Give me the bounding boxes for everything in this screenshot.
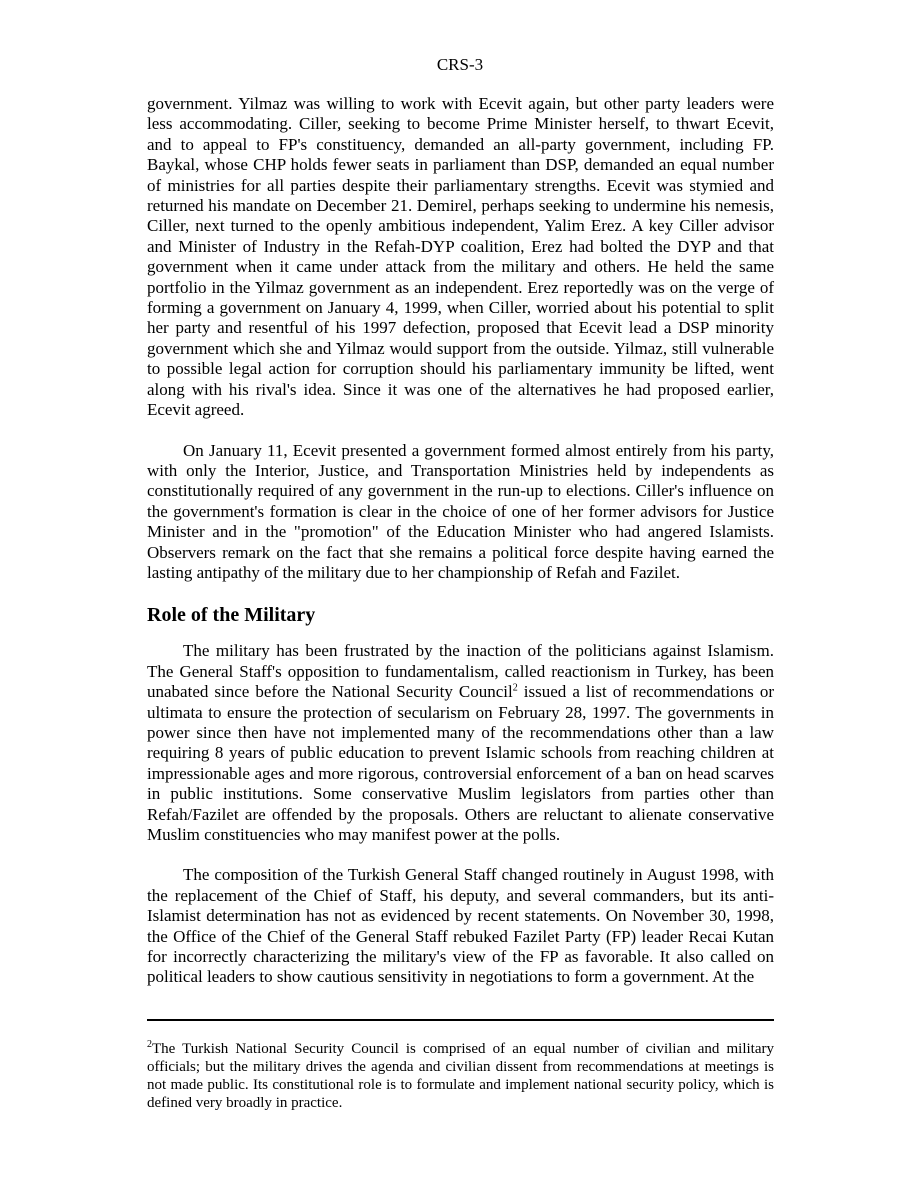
footnote-divider — [147, 1019, 774, 1021]
footnote-reference-marker: 2 — [512, 682, 518, 694]
paragraph-military-frustration — [147, 641, 774, 845]
section-heading-role-of-military: Role of the Military — [147, 604, 316, 627]
page-number-label: CRS-3 — [436, 55, 484, 74]
paragraph-text-part-1: The military has been frustrated by the inaction of the politicians against Islamism. The General Staff's opposition to fundamentalism, called reactionism in Turkey, has been unabated since before the National Security Council — [147, 641, 774, 702]
footnote-text — [147, 1040, 774, 1112]
paragraph-continuation: government. Yilmaz was willing to work with Ecevit again, but other party leaders were less accommodating. Ciller, seeking to become Prime Minister herself, to thwart Ecevit, and to appeal to FP's constituency, demanded an all-party government, including FP. Baykal, whose CHP holds fewer seats in parliament than DSP, demanded an equal number of ministries for all parties despite their parliamentary strengths. Ecevit was stymied and returned his mandate on December 21. Demirel, perhaps seeking to undermine his nemesis, Ciller, next turned to the openly ambitious independent, Yalim Erez. A key Ciller advisor and Minister of Industry in the Refah-DYP coalition, Erez had bolted the DYP and that government when it came under attack from the military and others. He held the same portfolio in the Yilmaz government as an independent. Erez reportedly was on the verge of forming a government on January 4, 1999, when Ciller, worried about his potential to split her party and resentful of his 1997 defection, proposed that Ecevit lead a DSP minority government which she and Yilmaz would support from the outside. Yilmaz, still vulnerable to possible legal action for corruption should his parliamentary immunity be lifted, went along with his rival's idea. Since it was one of the alternatives he had proposed earlier, Ecevit agreed. — [147, 94, 774, 420]
body-text — [147, 94, 774, 988]
page-header — [0, 54, 920, 76]
paragraph-general-staff-composition: The composition of the Turkish General Staff changed routinely in August 1998, with the replacement of the Chief of Staff, his deputy, and several commanders, but its anti-Islamist determination has not as evidenced by recent statements. On November 30, 1998, the Office of the Chief of the General Staff rebuked Fazilet Party (FP) leader Recai Kutan for incorrectly characterizing the military's view of the FP as favorable. It also called on political leaders to show cautious sensitivity in negotiations to form a government. At the — [147, 865, 774, 987]
footnote — [147, 1040, 774, 1112]
paragraph-text-part-2: issued a list of recommendations or ultimata to ensure the protection of secularism on February 28, 1997. The governments in power since then have not implemented many of the recommendations other than a law requiring 8 years of public education to prevent Islamic schools from reaching children at impressionable ages and more rigorous, controversial enforcement of a ban on head scarves in public institutions. Some conservative Muslim legislators from parties other than Refah/Fazilet are offended by the proposals. Others are reluctant to alienate conservative Muslim constituencies who may manifest power at the polls. — [147, 682, 774, 844]
footnote-marker: 2 — [147, 1039, 152, 1050]
paragraph-ecevit-government: On January 11, Ecevit presented a government formed almost entirely from his party, with only the Interior, Justice, and Transportation Ministries held by independents as constitutionally required of any government in the run-up to elections. Ciller's influence on the government's formation is clear in the choice of one of her former advisors for Justice Minister and in the "promotion" of the Education Minister who had angered Islamists. Observers remark on the fact that she remains a political force despite having earned the lasting antipathy of the military due to her championship of Refah and Fazilet. — [147, 440, 774, 582]
footnote-body: The Turkish National Security Council is comprised of an equal number of civilian and military officials; but the military drives the agenda and civilian dissent from recommendations at meetings is not made public. Its constitutional role is to formulate and implement national security policy, which is defined very broadly in practice. — [147, 1041, 774, 1111]
